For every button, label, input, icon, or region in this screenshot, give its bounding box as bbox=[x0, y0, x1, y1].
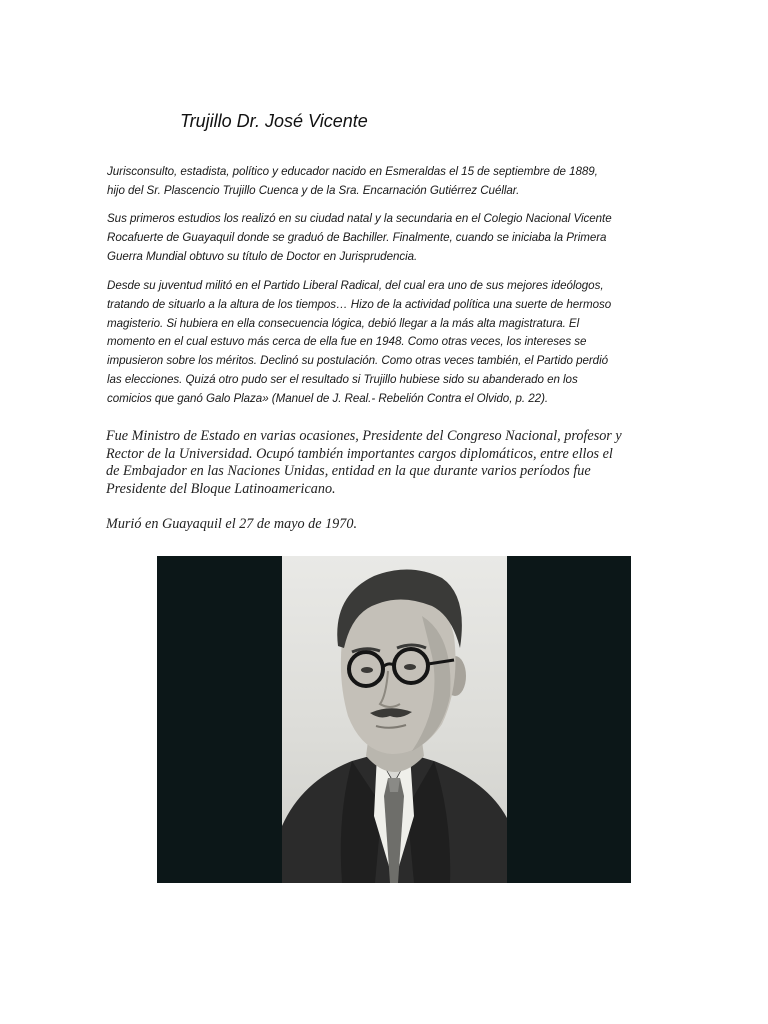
paragraph-line: Sus primeros estudios los realizó en su ciudad natal y la secundaria en el Colegio Nacional Vicente bbox=[107, 212, 612, 225]
paragraph-line: Jurisconsulto, estadista, político y educador nacido en Esmeraldas el 15 de septiembre de 1889, bbox=[107, 165, 598, 178]
paragraph-line: de Embajador en las Naciones Unidas, entidad en la que durante varios períodos fue bbox=[106, 463, 591, 480]
paragraph-death bbox=[106, 516, 676, 534]
document-title: Trujillo Dr. José Vicente bbox=[180, 111, 368, 131]
paragraph-line: Rector de la Universidad. Ocupó también importantes cargos diplomáticos, entre ellos el bbox=[106, 445, 613, 462]
portrait-illustration bbox=[282, 556, 507, 883]
paragraph-line: Fue Ministro de Estado en varias ocasiones, Presidente del Congreso Nacional, profesor y bbox=[106, 428, 622, 444]
paragraph-line: las elecciones. Quizá otro pudo ser el resultado si Trujillo hubiese sido su abanderado en los bbox=[107, 372, 578, 386]
paragraph-line: Rocafuerte de Guayaquil donde se graduó de Bachiller. Finalmente, cuando se iniciaba la Primera bbox=[107, 230, 607, 244]
paragraph-line: momento en el cual estuvo más cerca de ella fue en 1948. Como otras veces, los intereses se bbox=[107, 335, 587, 349]
paragraph-career bbox=[106, 428, 676, 498]
paragraph-line: impusieron sobre los méritos. Declinó su postulación. Como otras veces también, el Partido perdió bbox=[107, 354, 609, 368]
paragraph-studies bbox=[107, 210, 667, 266]
paragraph-line: tratando de situarlo a la altura de los tiempos… Hizo de la actividad política una suerte de hermoso bbox=[107, 297, 612, 311]
paragraph-politics bbox=[107, 277, 667, 409]
paragraph-line: hijo del Sr. Plascencio Trujillo Cuenca y de la Sra. Encarnación Gutiérrez Cuéllar. bbox=[107, 183, 520, 197]
portrait-image bbox=[282, 556, 507, 883]
paragraph-line: magisterio. Si hubiera en ella consecuencia lógica, debió llegar a la más alta magistratura. El bbox=[107, 316, 580, 330]
paragraph-line: comicios que ganó Galo Plaza» (Manuel de J. Real.- Rebelión Contra el Olvido, p. 22). bbox=[107, 391, 549, 405]
paragraph-line: Murió en Guayaquil el 27 de mayo de 1970. bbox=[106, 516, 357, 532]
portrait-photo bbox=[157, 556, 631, 883]
paragraph-line: Desde su juventud militó en el Partido Liberal Radical, del cual era uno de sus mejores ideólogos, bbox=[107, 279, 604, 292]
paragraph-line: Presidente del Bloque Latinoamericano. bbox=[106, 480, 336, 497]
paragraph-line: Guerra Mundial obtuvo su título de Doctor en Jurisprudencia. bbox=[107, 249, 418, 263]
paragraph-birth bbox=[107, 163, 667, 201]
